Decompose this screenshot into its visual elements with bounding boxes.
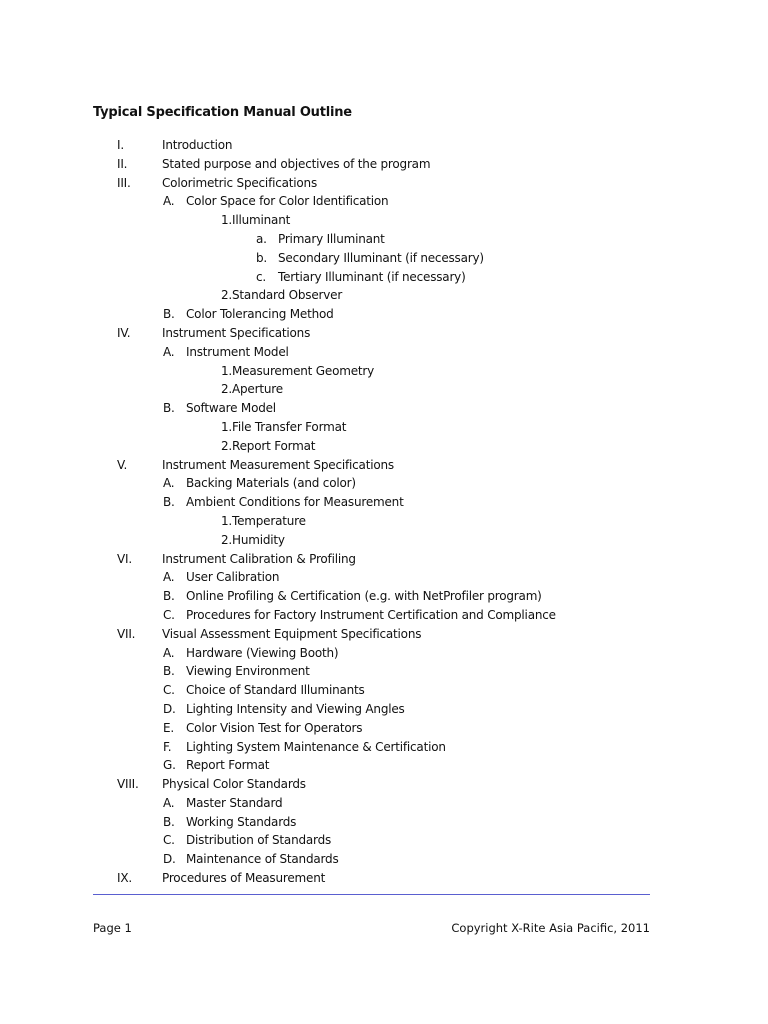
outline-item-number: A. — [163, 476, 175, 491]
outline-item-text: Physical Color Standards — [162, 777, 306, 792]
outline-item-level-2 — [0, 681, 768, 700]
outline-item-level-2 — [0, 794, 768, 813]
page-number: Page 1 — [93, 921, 132, 935]
outline-item-level-2 — [0, 587, 768, 606]
outline-item-text: Online Profiling & Certification (e.g. with NetProfiler program) — [186, 589, 542, 604]
outline-item-level-3 — [0, 512, 768, 531]
outline-item-text: Standard Observer — [232, 288, 343, 303]
outline-item-text: Hardware (Viewing Booth) — [186, 645, 339, 660]
outline-item-level-1 — [0, 456, 768, 475]
outline-item-text: Color Vision Test for Operators — [186, 720, 363, 735]
outline-item-number: 1. — [221, 213, 233, 228]
outline-item-number: a. — [256, 231, 267, 246]
document-title: Typical Specification Manual Outline — [93, 105, 352, 120]
outline-item-text: User Calibration — [186, 570, 280, 585]
outline-item-text: Software Model — [186, 401, 276, 416]
outline-item-level-4 — [0, 230, 768, 249]
outline-item-level-3 — [0, 437, 768, 456]
outline-item-level-2 — [0, 700, 768, 719]
outline-item-number: B. — [163, 589, 175, 604]
outline-item-text: Report Format — [186, 758, 270, 773]
outline-item-text: Instrument Calibration & Profiling — [162, 551, 356, 566]
outline-item-number: D. — [163, 701, 176, 716]
outline-item-number: C. — [163, 833, 175, 848]
outline-item-text: Ambient Conditions for Measurement — [186, 495, 404, 510]
outline-list — [0, 136, 768, 888]
outline-item-number: 2. — [221, 288, 233, 303]
outline-item-number: c. — [256, 269, 267, 284]
outline-item-text: Instrument Measurement Specifications — [162, 457, 394, 472]
outline-item-level-2 — [0, 568, 768, 587]
outline-item-level-3 — [0, 362, 768, 381]
outline-item-text: Primary Illuminant — [278, 231, 385, 246]
outline-item-level-2 — [0, 662, 768, 681]
outline-item-text: Measurement Geometry — [232, 363, 375, 378]
outline-item-level-3 — [0, 286, 768, 305]
outline-item-level-1 — [0, 550, 768, 569]
outline-item-number: II. — [117, 156, 128, 171]
outline-item-number: A. — [163, 570, 175, 585]
outline-item-text: Distribution of Standards — [186, 833, 332, 848]
outline-item-number: IV. — [117, 325, 131, 340]
outline-item-text: Procedures for Factory Instrument Certification and Compliance — [186, 607, 556, 622]
outline-item-text: Tertiary Illuminant (if necessary) — [278, 269, 466, 284]
outline-item-number: VIII. — [117, 777, 139, 792]
outline-item-level-4 — [0, 268, 768, 287]
outline-item-text: Working Standards — [186, 814, 297, 829]
outline-item-text: Humidity — [232, 532, 285, 547]
copyright-notice: Copyright X-Rite Asia Pacific, 2011 — [451, 921, 650, 935]
outline-item-level-1 — [0, 136, 768, 155]
outline-item-text: Visual Assessment Equipment Specifications — [162, 626, 422, 641]
outline-item-number: VII. — [117, 626, 136, 641]
outline-item-number: B. — [163, 307, 175, 322]
outline-item-level-3 — [0, 211, 768, 230]
outline-item-text: Report Format — [232, 438, 316, 453]
outline-item-number: 1. — [221, 363, 233, 378]
outline-item-text: Temperature — [232, 513, 306, 528]
outline-item-text: Introduction — [162, 138, 233, 152]
outline-item-number: 1. — [221, 513, 233, 528]
outline-item-level-2 — [0, 192, 768, 211]
outline-item-level-2 — [0, 399, 768, 418]
outline-item-level-2 — [0, 850, 768, 869]
outline-item-level-1 — [0, 869, 768, 888]
outline-item-text: Maintenance of Standards — [186, 852, 339, 867]
outline-item-number: A. — [163, 194, 175, 209]
outline-item-level-3 — [0, 418, 768, 437]
outline-item-text: Lighting Intensity and Viewing Angles — [186, 701, 405, 716]
outline-item-level-2 — [0, 305, 768, 324]
outline-item-number: I. — [117, 138, 124, 152]
outline-item-text: Secondary Illuminant (if necessary) — [278, 250, 484, 265]
outline-item-number: 2. — [221, 532, 233, 547]
outline-item-text: Illuminant — [232, 213, 291, 228]
outline-item-level-2 — [0, 738, 768, 757]
outline-item-number: B. — [163, 495, 175, 510]
outline-item-number: VI. — [117, 551, 132, 566]
outline-item-level-2 — [0, 606, 768, 625]
outline-item-level-2 — [0, 831, 768, 850]
outline-item-level-2 — [0, 813, 768, 832]
outline-item-number: A. — [163, 344, 175, 359]
outline-item-text: Color Tolerancing Method — [186, 307, 334, 322]
outline-item-text: Procedures of Measurement — [162, 871, 326, 886]
outline-item-level-1 — [0, 155, 768, 174]
outline-item-number: E. — [163, 720, 174, 735]
outline-item-number: F. — [163, 739, 172, 754]
outline-item-number: B. — [163, 401, 175, 416]
outline-item-number: B. — [163, 664, 175, 679]
outline-item-text: File Transfer Format — [232, 419, 347, 434]
outline-item-level-4 — [0, 249, 768, 268]
outline-item-number: A. — [163, 795, 175, 810]
outline-item-number: V. — [117, 457, 128, 472]
outline-item-text: Lighting System Maintenance & Certification — [186, 739, 446, 754]
outline-item-number: 2. — [221, 438, 233, 453]
outline-item-text: Aperture — [232, 382, 283, 397]
outline-item-number: G. — [163, 758, 176, 773]
outline-item-text: Stated purpose and objectives of the program — [162, 156, 431, 171]
outline-item-number: III. — [117, 175, 131, 190]
outline-item-number: 2. — [221, 382, 233, 397]
outline-item-number: C. — [163, 683, 175, 698]
outline-item-level-2 — [0, 493, 768, 512]
outline-item-number: C. — [163, 607, 175, 622]
outline-item-level-3 — [0, 380, 768, 399]
footer-divider — [93, 894, 650, 895]
outline-item-text: Choice of Standard Illuminants — [186, 683, 365, 698]
outline-item-level-1 — [0, 775, 768, 794]
outline-item-number: 1. — [221, 419, 233, 434]
outline-item-level-1 — [0, 625, 768, 644]
outline-item-level-2 — [0, 756, 768, 775]
outline-item-text: Backing Materials (and color) — [186, 476, 356, 491]
outline-item-level-2 — [0, 644, 768, 663]
outline-item-text: Instrument Model — [186, 344, 289, 359]
outline-item-number: IX. — [117, 871, 132, 886]
outline-item-text: Master Standard — [186, 795, 283, 810]
outline-item-text: Instrument Specifications — [162, 325, 311, 340]
outline-item-text: Viewing Environment — [186, 664, 310, 679]
outline-item-text: Colorimetric Specifications — [162, 175, 318, 190]
outline-item-level-1 — [0, 174, 768, 193]
outline-item-level-2 — [0, 343, 768, 362]
outline-item-number: A. — [163, 645, 175, 660]
outline-item-level-3 — [0, 531, 768, 550]
outline-item-level-2 — [0, 719, 768, 738]
outline-item-number: D. — [163, 852, 176, 867]
outline-item-number: b. — [256, 250, 268, 265]
outline-item-level-2 — [0, 474, 768, 493]
outline-item-number: B. — [163, 814, 175, 829]
outline-item-text: Color Space for Color Identification — [186, 194, 389, 209]
outline-item-level-1 — [0, 324, 768, 343]
